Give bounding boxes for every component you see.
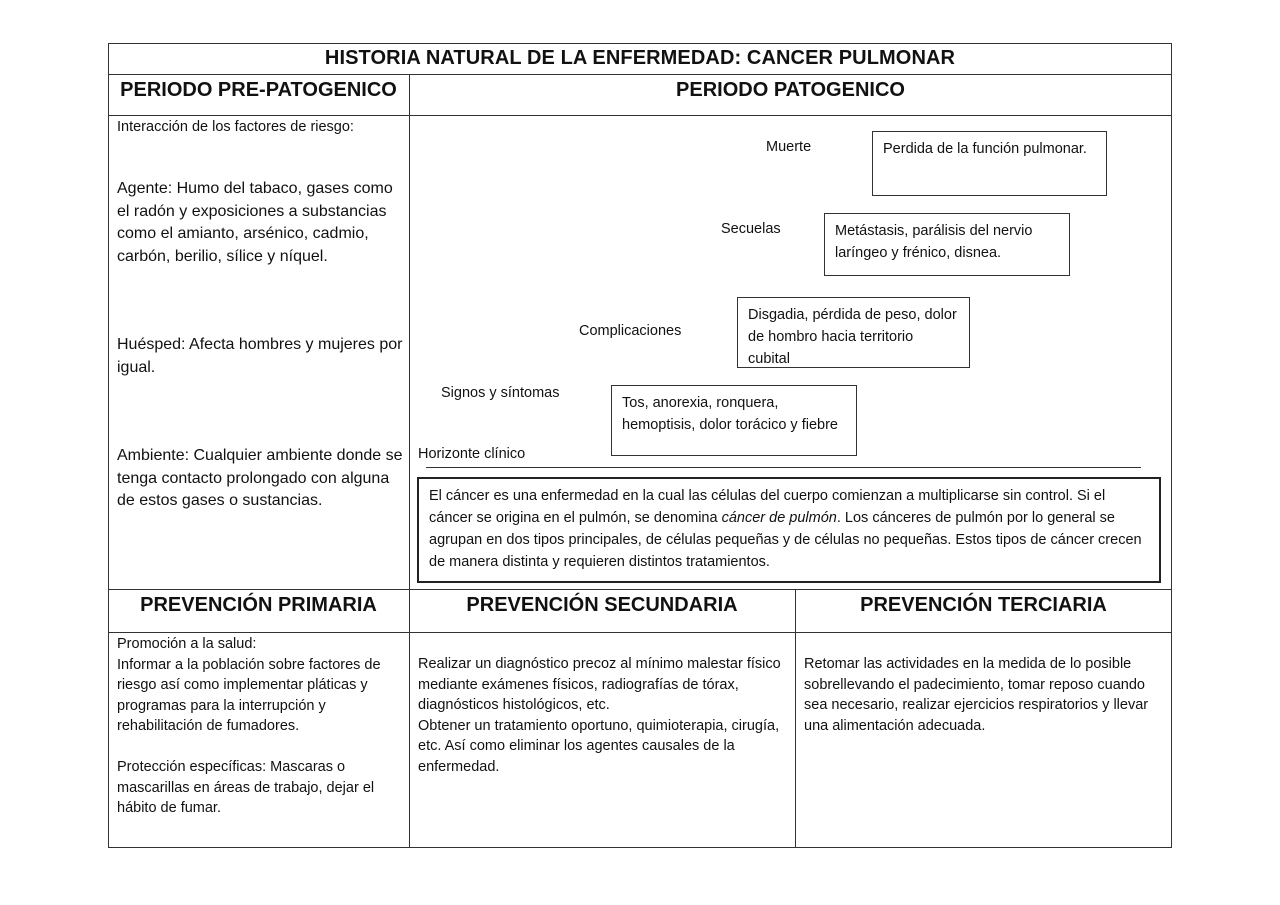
- secondary-prevention-heading: PREVENCIÓN SECUNDARIA: [466, 594, 738, 616]
- environment-text: Ambiente: Cualquier ambiente donde se tenga contacto prolongado con alguna de estos gases o sustancias.: [117, 447, 403, 509]
- document-table: [108, 43, 1172, 848]
- description-italic-term: cáncer de pulmón: [721, 510, 837, 526]
- stage-label-secuelas: Secuelas: [721, 221, 781, 237]
- health-promotion-label: Promoción a la salud:: [117, 636, 257, 652]
- description-text-part1: El cáncer es una enfermedad en la cual las células del cuerpo comienzan a multiplicarse sin control. Si el cáncer se origina en el pulmón, se denomina: [429, 488, 1106, 526]
- specific-protection-text: Protección específicas: Mascaras o mascarillas en áreas de trabajo, dejar el hábito de fumar.: [117, 759, 375, 816]
- cancer-description-box: [417, 477, 1161, 583]
- tertiary-prevention-content: Retomar las actividades en la medida de lo posible sobrellevando el padecimiento, tomar reposo cuando sea necesario, realizar ejercicios respiratorios y llevar una alimentación adecuada.: [804, 656, 1149, 734]
- secondary-prevention-text-2: Obtener un tratamiento oportuno, quimioterapia, cirugía, etc. Así como eliminar los agentes causales de la enfermedad.: [418, 717, 780, 775]
- patogenic-heading: PERIODO PATOGENICO: [676, 79, 905, 101]
- description-text-part2: . Los cánceres de pulmón por lo general se agrupan en dos tipos principales, de células pequeñas y de células no pequeñas. Estos tipos de cáncer crecen de manera distinta y requieren distintos tratamientos.: [429, 510, 1142, 570]
- clinical-horizon-line: [426, 467, 1141, 468]
- row-divider-prevention-headers: [108, 632, 1172, 633]
- stage-label-muerte: Muerte: [766, 139, 812, 155]
- stage-box-muerte: Perdida de la función pulmonar.: [872, 131, 1107, 196]
- clinical-horizon-label: Horizonte clínico: [418, 446, 526, 462]
- stage-label-signos: Signos y síntomas: [441, 385, 560, 401]
- row-divider-title: [108, 74, 1172, 75]
- risk-factors-intro: Interacción de los factores de riesgo:: [117, 119, 354, 135]
- row-divider-prevention: [108, 589, 1172, 590]
- health-promotion-text: Informar a la población sobre factores de riesgo así como implementar pláticas y programas para la interrupción y rehabilitación de fumadores.: [117, 656, 381, 734]
- document-title: HISTORIA NATURAL DE LA ENFERMEDAD: CANCER PULMONAR: [324, 47, 956, 69]
- stage-box-signos: Tos, anorexia, ronquera, hemoptisis, dolor torácico y fiebre: [611, 385, 857, 456]
- pre-patogenic-heading: PERIODO PRE-PATOGENICO: [120, 79, 397, 101]
- secondary-prevention-content: [418, 654, 788, 777]
- row-divider-period-headers: [108, 115, 1172, 116]
- primary-prevention-heading: PREVENCIÓN PRIMARIA: [140, 594, 377, 616]
- primary-prevention-content: [117, 634, 405, 819]
- secondary-prevention-text-1: Realizar un diagnóstico precoz al mínimo malestar físico mediante exámenes físicos, radiografías de tórax, diagnósticos histológicos, etc.: [418, 656, 781, 713]
- col-divider-main: [409, 74, 410, 847]
- agent-text: Agente: Humo del tabaco, gases como el radón y exposiciones a substancias como el amianto, arsénico, cadmio, carbón, berilio, sílice y níquel.: [117, 180, 393, 265]
- col-divider-tertiary: [795, 589, 796, 847]
- stage-label-complicaciones: Complicaciones: [579, 323, 682, 339]
- stage-box-secuelas: Metástasis, parálisis del nervio laríngeo y frénico, disnea.: [824, 213, 1070, 276]
- tertiary-prevention-heading: PREVENCIÓN TERCIARIA: [860, 594, 1107, 616]
- host-text: Huésped: Afecta hombres y mujeres por igual.: [117, 336, 403, 376]
- stage-box-complicaciones: Disgadia, pérdida de peso, dolor de hombro hacia territorio cubital: [737, 297, 970, 368]
